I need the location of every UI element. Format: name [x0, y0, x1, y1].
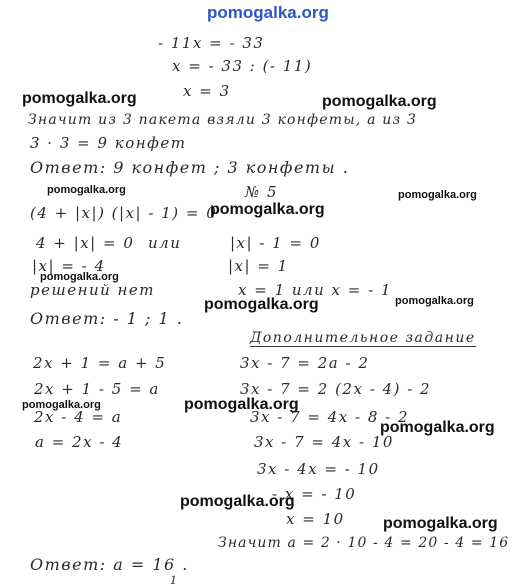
eq-left-1: 2x + 1 = a + 5 [33, 354, 167, 372]
eq-right-4: 3x - 7 = 4x - 10 [254, 433, 394, 451]
watermark: pomogalka.org [380, 419, 495, 436]
problem-number-5: № 5 [245, 183, 279, 201]
watermark: pomogalka.org [383, 515, 498, 532]
watermark: pomogalka.org [204, 296, 319, 313]
watermark: pomogalka.org [180, 493, 295, 510]
eq-right-1: 3x - 7 = 2a - 2 [240, 354, 370, 372]
eq-neg11x: - 11x = - 33 [158, 34, 265, 52]
text-therefore-a: Значит a = 2 · 10 - 4 = 20 - 4 = 16 [218, 535, 510, 551]
watermark: pomogalka.org [395, 295, 474, 307]
eq-3x3-9: 3 · 3 = 9 конфет [30, 134, 187, 152]
eq-abs-minus-1: |x| - 1 = 0 [230, 234, 321, 252]
eq-right-6: - x = - 10 [272, 485, 357, 503]
answer-2: Ответ: - 1 ; 1 . [30, 309, 184, 328]
answer-1: Ответ: 9 конфет ; 3 конфеты . [30, 158, 350, 177]
watermark: pomogalka.org [40, 271, 119, 283]
word-or: или [148, 234, 182, 252]
eq-left-3: 2x - 4 = a [34, 408, 123, 426]
heading-additional-task: Дополнительное задание [250, 330, 476, 346]
answer-3: Ответ: a = 16 . [30, 555, 189, 574]
watermark: pomogalka.org [398, 189, 477, 201]
eq-abs-neg4: |x| = - 4 [32, 257, 106, 275]
watermark: pomogalka.org [47, 184, 126, 196]
watermark-top: pomogalka.org [207, 3, 329, 22]
eq-left-4: a = 2x - 4 [35, 433, 124, 451]
eq-right-5: 3x - 4x = - 10 [257, 460, 380, 478]
text-no-solutions: решений нет [30, 281, 156, 299]
eq-abs-1: |x| = 1 [228, 257, 289, 275]
eq-x-division: x = - 33 : (- 11) [172, 57, 313, 75]
eq-right-2: 3x - 7 = 2 (2x - 4) - 2 [240, 380, 432, 398]
watermark: pomogalka.org [184, 396, 299, 413]
watermark: pomogalka.org [22, 90, 137, 107]
watermark: pomogalka.org [210, 201, 325, 218]
eq-left-2: 2x + 1 - 5 = a [34, 380, 160, 398]
eq-4-plus-abs: 4 + |x| = 0 [36, 234, 135, 252]
eq-product-abs: (4 + |x|) (|x| - 1) = 0 [30, 204, 218, 222]
next-line-fragment: 1 [170, 574, 179, 587]
text-conclusion-packets: Значит из 3 пакета взяли 3 конфеты, а из 3 [28, 112, 418, 128]
eq-x-3: x = 3 [183, 82, 231, 100]
eq-right-3: 3x - 7 = 4x - 8 - 2 [250, 408, 410, 426]
watermark: pomogalka.org [22, 399, 101, 411]
watermark: pomogalka.org [322, 93, 437, 110]
eq-right-7: x = 10 [286, 510, 345, 528]
eq-x-roots: x = 1 или x = - 1 [238, 281, 392, 299]
